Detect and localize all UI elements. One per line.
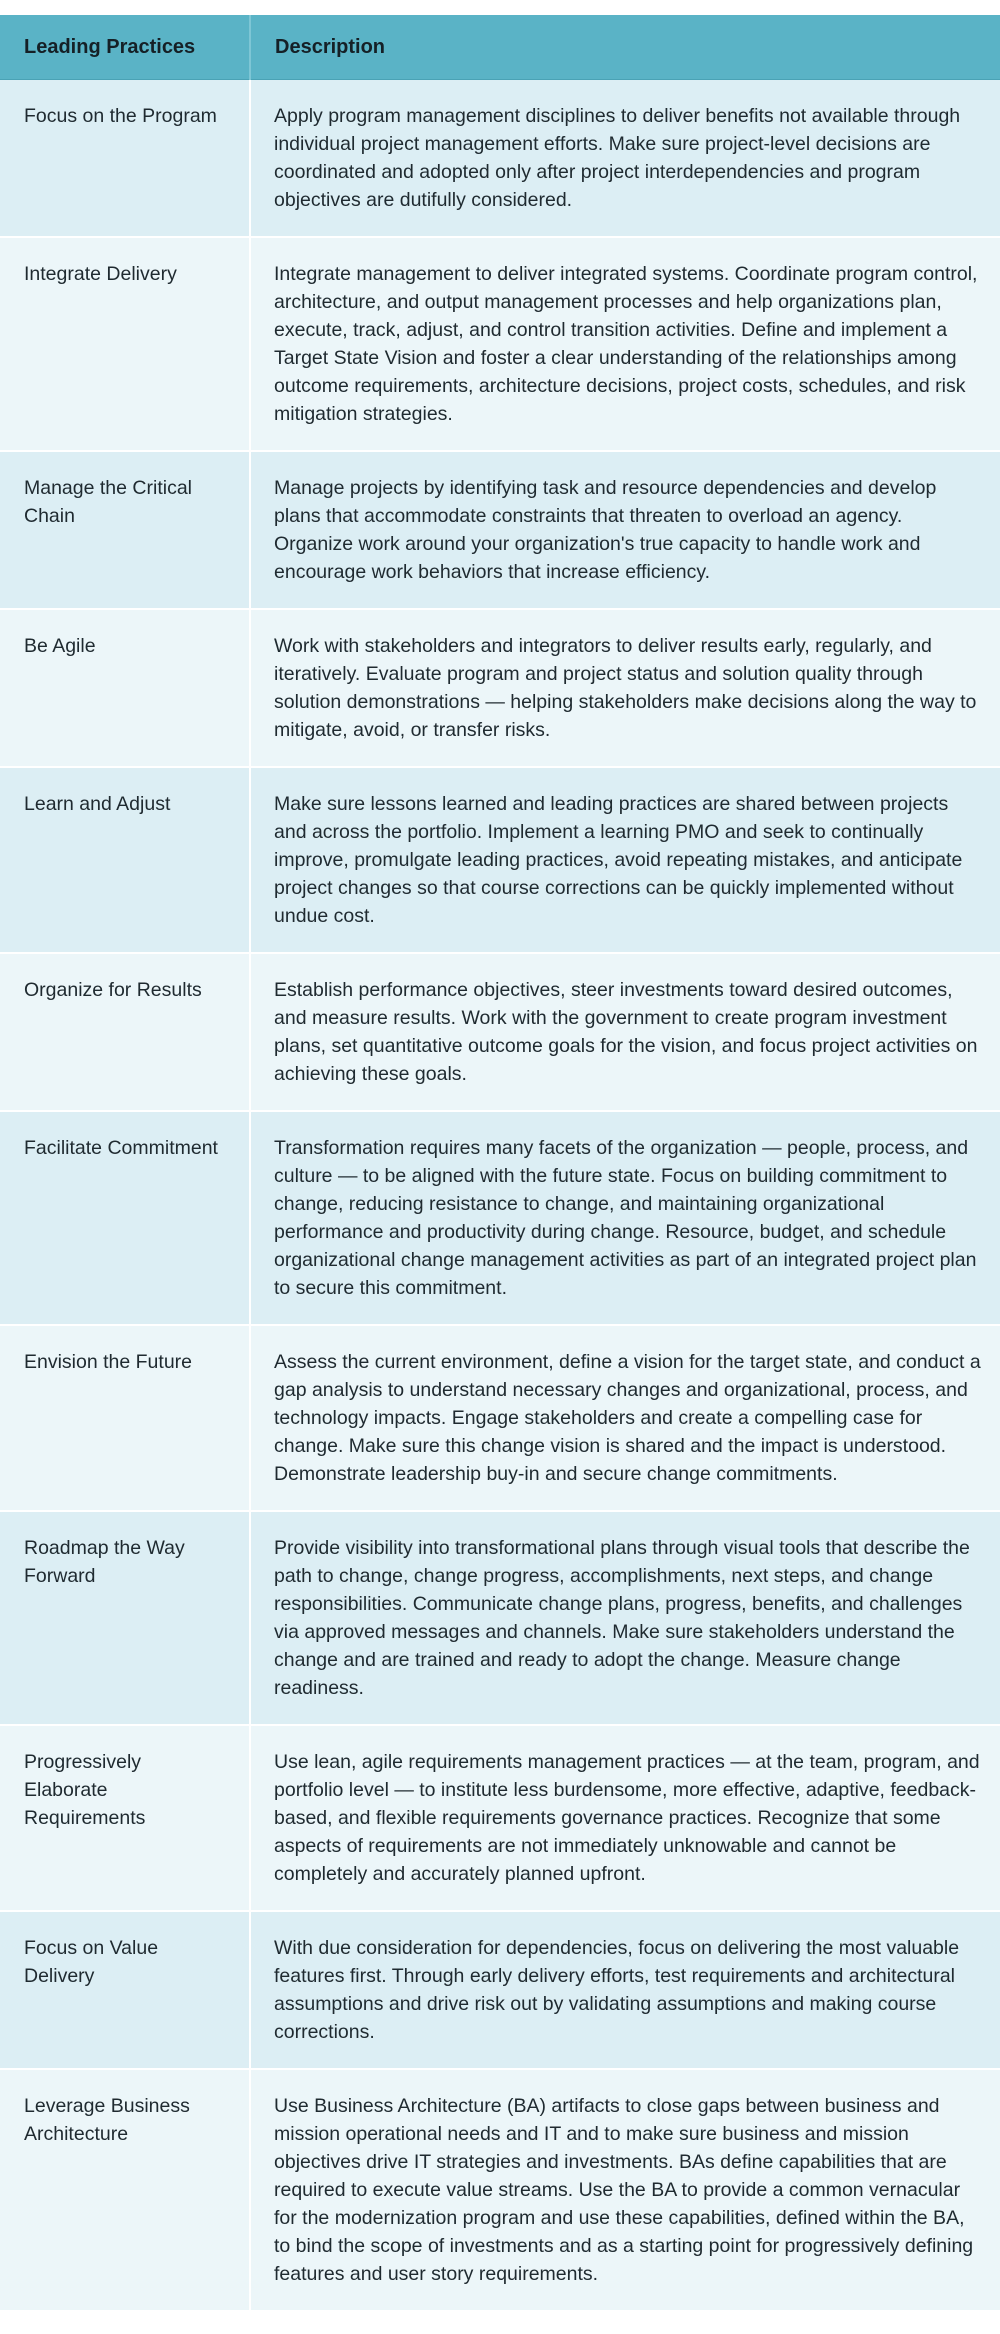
practice-name: Integrate Delivery [0, 237, 250, 451]
table-row [0, 1511, 1000, 1725]
practice-description: Assess the current environment, define a vision for the target state, and conduct a gap analysis to understand necessary changes and organizational, process, and technology impacts. Engage stakeholders and create a compelling case for change. Make sure this change vision is shared and the impact is understood. Demonstrate leadership buy-in and secure change commitments. [250, 1325, 1000, 1511]
header-row [0, 15, 1000, 80]
practices-table-container [0, 15, 1000, 2312]
table-header [0, 15, 1000, 80]
table-row [0, 767, 1000, 953]
practice-description: Provide visibility into transformational plans through visual tools that describe the path to change, change progress, accomplishments, next steps, and change responsibilities. Communicate change plans, progress, benefits, and challenges via approved messages and channels. Make sure stakeholders understand the change and are trained and ready to adopt the change. Measure change readiness. [250, 1511, 1000, 1725]
table-row [0, 1725, 1000, 1911]
practice-name: Organize for Results [0, 953, 250, 1111]
practice-name: Leverage Business Architecture [0, 2069, 250, 2311]
table-body [0, 80, 1000, 2312]
table-row [0, 2069, 1000, 2311]
practice-description: Manage projects by identifying task and resource dependencies and develop plans that accommodate constraints that threaten to overload an agency. Organize work around your organization's true capacity to handle work and encourage work behaviors that increase efficiency. [250, 451, 1000, 609]
table-row [0, 451, 1000, 609]
table-row [0, 1911, 1000, 2069]
practice-name: Focus on the Program [0, 80, 250, 238]
practice-name: Be Agile [0, 609, 250, 767]
practice-description: Make sure lessons learned and leading practices are shared between projects and across the portfolio. Implement a learning PMO and seek to continually improve, promulgate leading practices, avoid repeating mistakes, and anticipate project changes so that course corrections can be quickly implemented without undue cost. [250, 767, 1000, 953]
table-row [0, 1111, 1000, 1325]
practice-name: Envision the Future [0, 1325, 250, 1511]
practice-description: Integrate management to deliver integrated systems. Coordinate program control, architecture, and output management processes and help organizations plan, execute, track, adjust, and control transition activities. Define and implement a Target State Vision and foster a clear understanding of the relationships among outcome requirements, architecture decisions, project costs, schedules, and risk mitigation strategies. [250, 237, 1000, 451]
practice-name: Facilitate Commitment [0, 1111, 250, 1325]
practice-description: With due consideration for dependencies, focus on delivering the most valuable features first. Through early delivery efforts, test requirements and architectural assumptions and drive risk out by validating assumptions and making course corrections. [250, 1911, 1000, 2069]
table-row [0, 953, 1000, 1111]
table-row [0, 80, 1000, 238]
table-row [0, 1325, 1000, 1511]
practice-name: Manage the Critical Chain [0, 451, 250, 609]
practice-description: Apply program management disciplines to deliver benefits not available through individual project management efforts. Make sure project-level decisions are coordinated and adopted only after project interdependencies and program objectives are dutifully considered. [250, 80, 1000, 238]
header-description: Description [250, 15, 1000, 80]
header-leading-practices: Leading Practices [0, 15, 250, 80]
practice-description: Transformation requires many facets of the organization — people, process, and culture — to be aligned with the future state. Focus on building commitment to change, reducing resistance to change, and maintaining organizational performance and productivity during change. Resource, budget, and schedule organizational change management activities as part of an integrated project plan to secure this commitment. [250, 1111, 1000, 1325]
practice-name: Roadmap the Way Forward [0, 1511, 250, 1725]
practice-description: Work with stakeholders and integrators to deliver results early, regularly, and iteratively. Evaluate program and project status and solution quality through solution demonstrations — helping stakeholders make decisions along the way to mitigate, avoid, or transfer risks. [250, 609, 1000, 767]
table-row [0, 609, 1000, 767]
leading-practices-table [0, 15, 1000, 2312]
practice-description: Use lean, agile requirements management practices — at the team, program, and portfolio level — to institute less burdensome, more effective, adaptive, feedback-based, and flexible requirements governance practices. Recognize that some aspects of requirements are not immediately unknowable and cannot be completely and accurately planned upfront. [250, 1725, 1000, 1911]
practice-name: Focus on Value Delivery [0, 1911, 250, 2069]
practice-description: Use Business Architecture (BA) artifacts to close gaps between business and mission operational needs and IT and to make sure business and mission objectives drive IT strategies and investments. BAs define capabilities that are required to execute value streams. Use the BA to provide a common vernacular for the modernization program and use these capabilities, defined within the BA, to bind the scope of investments and as a starting point for progressively defining features and user story requirements. [250, 2069, 1000, 2311]
practice-name: Learn and Adjust [0, 767, 250, 953]
practice-description: Establish performance objectives, steer investments toward desired outcomes, and measure results. Work with the government to create program investment plans, set quantitative outcome goals for the vision, and focus project activities on achieving these goals. [250, 953, 1000, 1111]
table-row [0, 237, 1000, 451]
practice-name: Progressively Elaborate Requirements [0, 1725, 250, 1911]
